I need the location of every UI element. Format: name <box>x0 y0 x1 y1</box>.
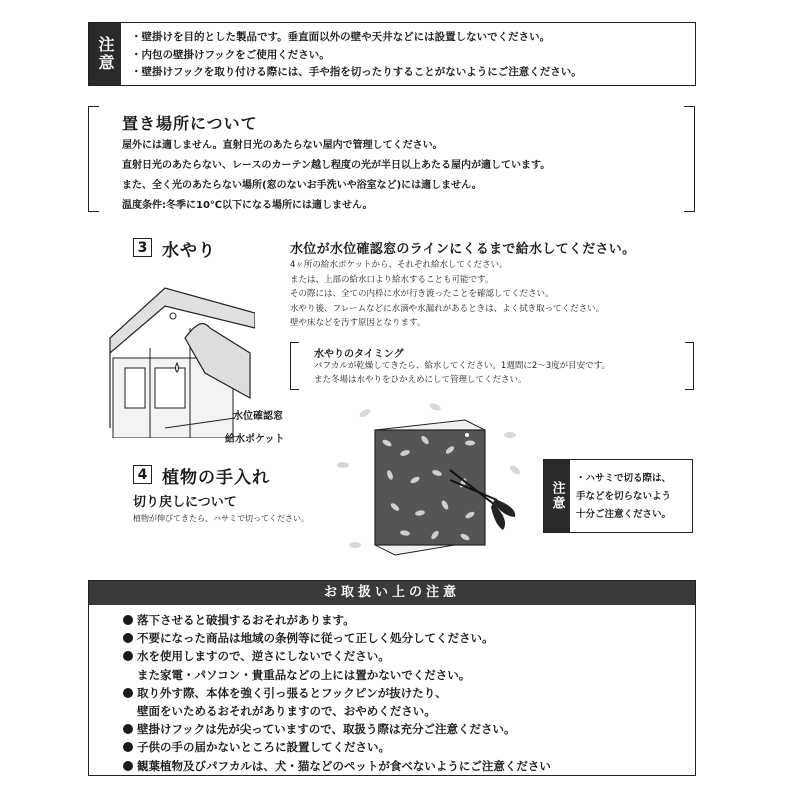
caution-lines <box>576 470 671 524</box>
placement-line: 屋外には適しません。直射日光のあたらない屋内で管理してください。 <box>122 140 443 151</box>
handling-item <box>123 720 551 738</box>
handling-item <box>123 647 551 665</box>
top-caution-box <box>88 22 696 86</box>
watering-headline: 水位が水位確認窓のラインにくるまで給水してください。 <box>290 242 636 257</box>
watering-line: 壁や床などを汚す原因となります。 <box>290 318 426 328</box>
timing-title: 水やりのタイミング <box>314 349 404 360</box>
bullet-dot <box>123 615 133 625</box>
timing-line: パフカルが乾燥してきたら、給水してください。1週間に2〜3度が目安です。 <box>314 361 610 371</box>
placement-line: 直射日光のあたらない、レースのカーテン越し程度の光が半日以上あたる屋内が適しています。 <box>122 160 551 171</box>
bullet-dot <box>123 688 133 698</box>
timing-lines <box>314 360 610 387</box>
handling-item <box>123 611 551 629</box>
handling-header: お取扱い上の注意 <box>89 581 695 605</box>
handling-item <box>123 684 551 702</box>
placement-line: 温度条件:冬季に10℃以下になる場所には適しません。 <box>122 200 373 211</box>
handling-item <box>123 757 551 775</box>
handling-item <box>123 738 551 756</box>
bracket-left <box>88 106 99 212</box>
placement-lines <box>122 136 550 216</box>
section4-number: 4 <box>133 465 152 484</box>
bullet-dot <box>123 633 133 643</box>
section4-title: 植物の手入れ <box>162 468 270 488</box>
handling-item-text: 落下させると破損するおそれがあります。 <box>137 613 355 627</box>
handling-item-text: 壁掛けフックは先が尖っていますので、取扱う際は充分ご注意ください。 <box>137 722 516 737</box>
bracket-right <box>684 106 695 212</box>
handling-item-text: 水を使用しますので、逆さにしないでください。 <box>137 649 390 664</box>
caution-line: ・壁掛けを目的とした製品です。垂直面以外の壁や天井などには設置しないでください。 <box>131 31 551 43</box>
caution-lines <box>131 29 582 82</box>
handling-item-text: 壁面をいためるおそれがありますので、おやめください。 <box>137 704 436 719</box>
placement-title: 置き場所について <box>122 114 258 133</box>
handling-notes-box <box>88 580 696 776</box>
handling-item-text: 不要になった商品は地域の条例等に従って正しく処分してください。 <box>137 631 494 646</box>
handling-item <box>123 629 551 647</box>
bullet-dot <box>123 761 133 771</box>
bullet-dot <box>123 651 133 661</box>
caution-line: 手などを切らないよう <box>576 491 672 502</box>
watering-lines <box>290 258 604 331</box>
watering-line: その際には、全ての内枠に水が行き渡ったことを確認してください。 <box>290 289 554 299</box>
caution-tag: 注意 <box>544 460 570 532</box>
bullet-dot <box>123 724 133 734</box>
timing-line: また冬場は水やりをひかえめにして管理してください。 <box>314 374 527 385</box>
caution-line: ・壁掛けフックを取り付ける際には、手や指を切ったりすることがないようにご注意ください。 <box>131 66 582 78</box>
caution-line: ・内包の壁掛けフックをご使用ください。 <box>131 48 330 61</box>
watering-timing-box <box>290 342 694 390</box>
caution-line: 十分ご注意ください。 <box>576 509 672 520</box>
handling-item-text: 子供の手の届かないところに設置してください。 <box>137 740 390 755</box>
label-water-pocket: 給水ポケット <box>225 434 285 445</box>
section3-title: 水やり <box>162 241 216 261</box>
section4-subhead: 切り戻しについて <box>133 495 237 510</box>
watering-line: 水やり後、フレームなどに水滴や水漏れがあるときは、よく拭き取ってください。 <box>290 303 605 314</box>
scissors-caution-box <box>543 459 693 533</box>
label-water-window: 水位確認窓 <box>233 411 283 422</box>
watering-line: または、上部の給水口より給水することも可能です。 <box>290 274 494 285</box>
placement-line: また、全く光のあたらない場所(窓のないお手洗いや浴室など)には適しません。 <box>122 180 482 191</box>
watering-line: 4ヶ所の給水ポケットから、それぞれ給水してください。 <box>290 260 508 270</box>
handling-item-text: 取り外す際、本体を強く引っ張るとフックピンが抜けたり、 <box>137 685 447 700</box>
caution-tag: 注意 <box>89 23 121 85</box>
section3-number: 3 <box>133 238 152 257</box>
handling-item-text: 観葉植物及びパフカルは、犬・猫などのペットが食べないようにご注意ください <box>137 758 551 773</box>
bullet-dot <box>123 742 133 752</box>
plant-panel-illustration <box>325 395 525 565</box>
caution-line: ・ハサミで切る際は、 <box>576 473 672 484</box>
handling-item <box>123 666 551 684</box>
handling-item <box>123 702 551 720</box>
handling-item-text: また家電・パソコン・貴重品などの上には置かないでください。 <box>137 667 471 682</box>
handling-list <box>123 611 551 775</box>
section4-note: 植物が伸びてきたら、ハサミで切ってください。 <box>133 514 309 523</box>
